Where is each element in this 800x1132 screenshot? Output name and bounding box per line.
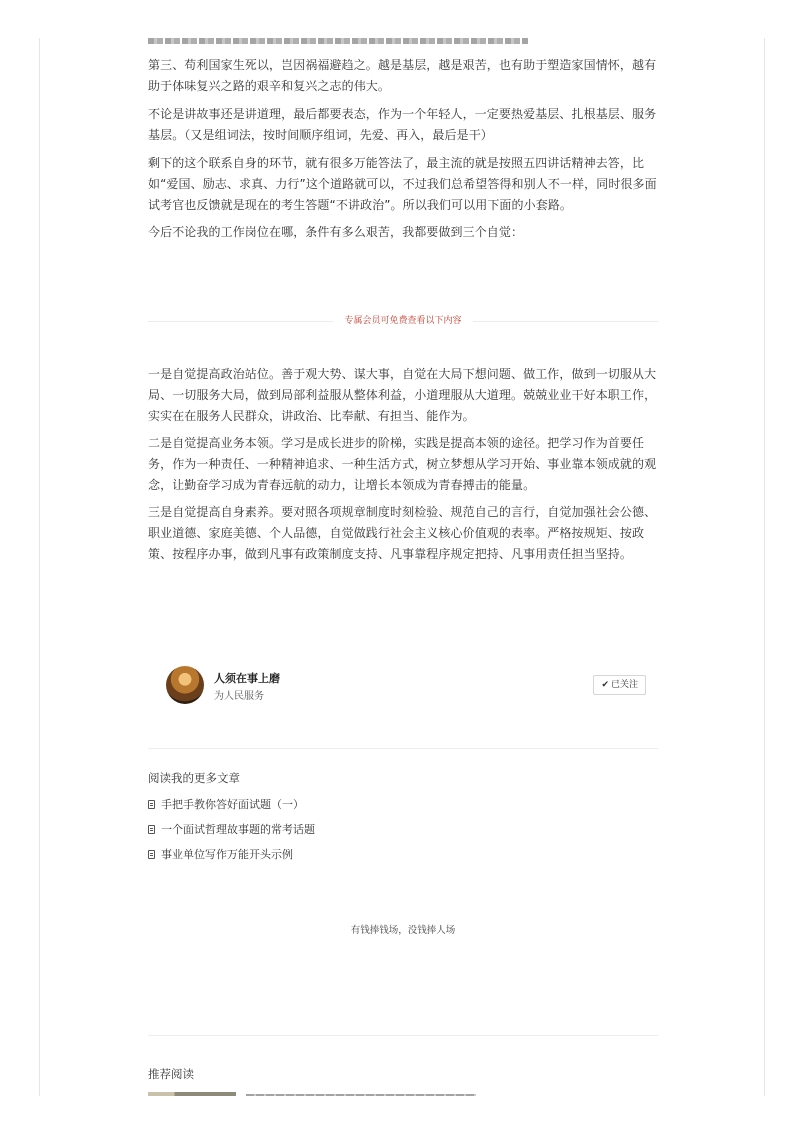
more-article-title: 事业单位写作万能开头示例: [161, 848, 293, 861]
member-notice: 专属会员可免费查看以下内容: [344, 316, 462, 326]
member-paragraph: 一是自觉提高政治站位。善于观大势、谋大事，自觉在大局下想问题、做工作，做到一切服从大局、一切服务大局，做到局部利益服从整体利益，小道理服从大道理。兢兢业业干好本职工作，实实在在服务人民群众，讲政治、比奉献、有担当、能作为。: [148, 367, 657, 423]
recommended-title: 推荐阅读: [148, 1067, 194, 1081]
member-paragraph: 二是自觉提高业务本领。学习是成长进步的阶梯，实践是提高本领的途径。把学习作为首要任务，作为一种责任、一种精神追求、一种生活方式，树立梦想从学习开始、事业靠本领成就的观念，让勤奋学习成为青春远航的动力，让增长本领成为青春搏击的能量。: [148, 436, 657, 492]
author-card: [166, 665, 646, 709]
article-paragraph: 今后不论我的工作岗位在哪，条件有多么艰苦，我都要做到三个自觉：: [148, 225, 524, 239]
author-name[interactable]: 人须在事上磨: [214, 672, 280, 685]
more-article-link[interactable]: [148, 846, 293, 862]
article-paragraph: 剩下的这个联系自身的环节，就有很多万能答法了，最主流的就是按照五四讲话精神去答，比如“爱国、励志、求真、力行”这个道路就可以，不过我们总希望答得和别人不一样，同时很多面试考官也反馈就是现在的考生答题“不讲政治”。所以我们可以用下面的小套路。: [148, 156, 657, 212]
author-description: 为人民服务: [214, 691, 264, 702]
check-icon: ✔: [601, 680, 609, 690]
member-only-divider: [148, 313, 658, 329]
follow-button[interactable]: [593, 675, 646, 695]
truncated-text-line: [148, 38, 528, 44]
section-divider: [148, 1035, 658, 1036]
article-paragraph: 第三、苟利国家生死以，岂因祸福避趋之。越是基层，越是艰苦，也有助于塑造家国情怀，越有助于体味复兴之路的艰辛和复兴之志的伟大。: [148, 58, 657, 93]
more-article-link[interactable]: [148, 796, 304, 812]
document-icon: [148, 800, 155, 809]
more-article-title: 手把手教你答好面试题（一）: [161, 798, 304, 811]
reward-slogan: 有钱捧钱场，没钱捧人场: [350, 925, 456, 936]
article-paragraph: 不论是讲故事还是讲道理，最后都要表态，作为一个年轻人，一定要热爱基层、扎根基层、服务基层。（又是组词法，按时间顺序组词，先爱、再入，最后是干）: [148, 107, 657, 142]
recommended-article-title[interactable]: [246, 1094, 476, 1096]
document-icon: [148, 825, 155, 834]
more-article-title: 一个面试哲理故事题的常考话题: [161, 823, 315, 836]
document-icon: [148, 850, 155, 859]
more-articles-title: 阅读我的更多文章: [148, 771, 240, 785]
section-divider: [148, 748, 658, 749]
divider-line-right: [473, 321, 658, 322]
member-paragraph: 三是自觉提高自身素养。要对照各项规章制度时刻检验、规范自己的言行，自觉加强社会公德、职业道德、家庭美德、个人品德，自觉做践行社会主义核心价值观的表率。严格按规矩、按政策、按程序办事，做到凡事有政策制度支持、凡事靠程序规定把持、凡事用责任担当坚持。: [148, 505, 657, 561]
recommended-thumbnail[interactable]: [148, 1092, 236, 1096]
article-card: [39, 38, 765, 1096]
more-article-link[interactable]: [148, 821, 315, 837]
avatar[interactable]: [166, 666, 204, 704]
follow-label: 已关注: [610, 680, 638, 690]
